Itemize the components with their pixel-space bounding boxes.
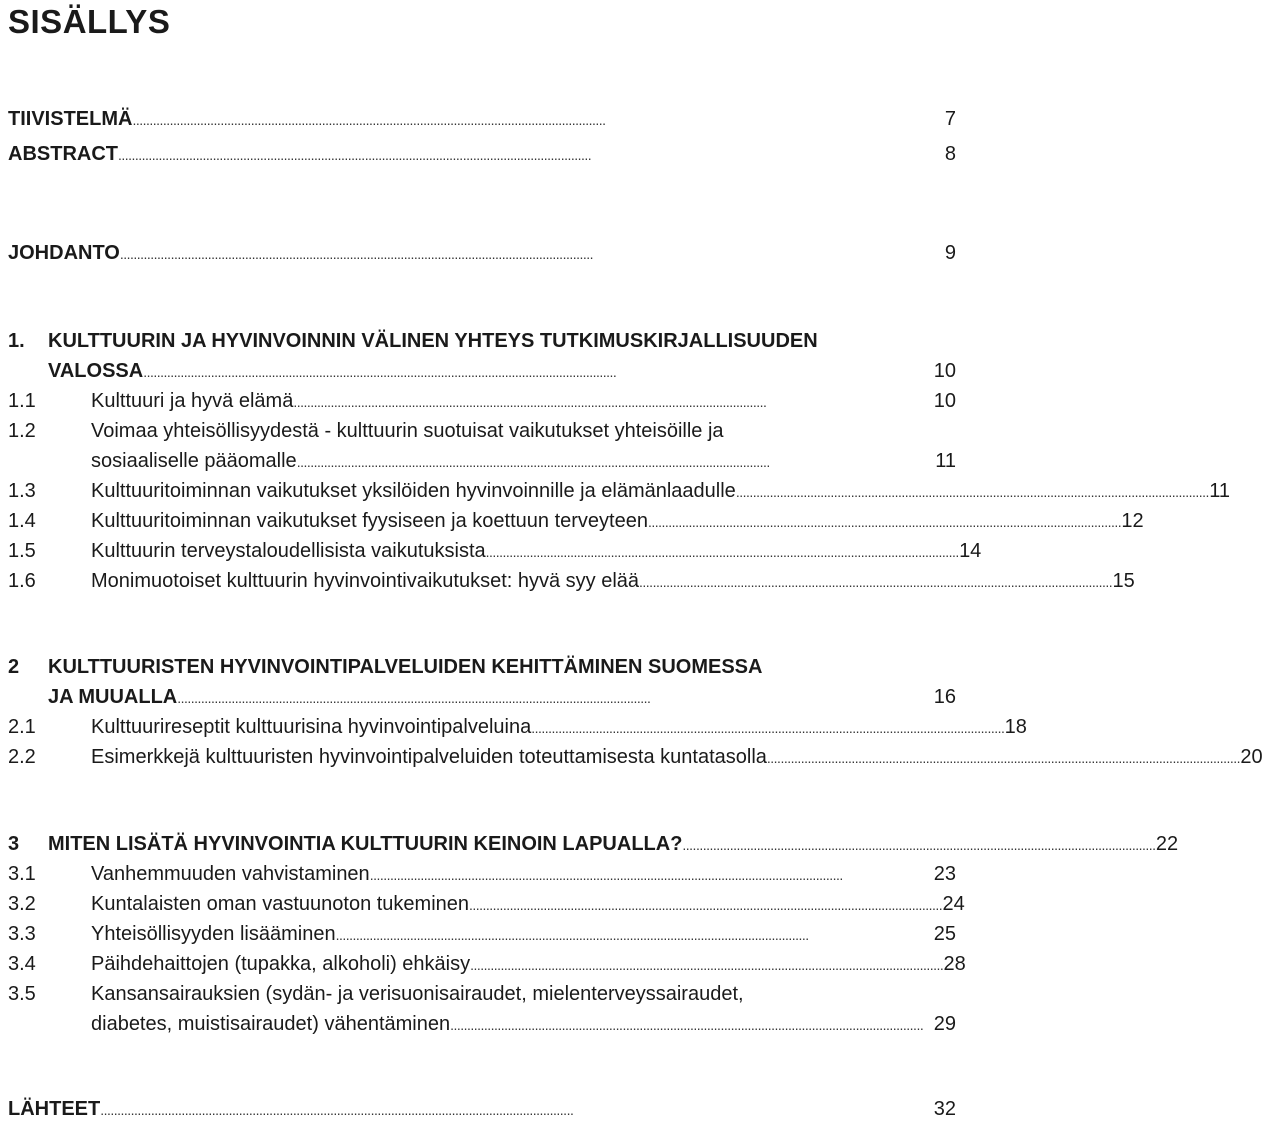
toc-entry-title: VALOSSA: [48, 360, 144, 382]
dot-leader: [767, 743, 1238, 773]
toc-entry-title: Kulttuuritoiminnan vaikutukset yksilöiden hyvinvoinnille ja elämänlaadulle: [91, 480, 736, 502]
toc-entry-title: Yhteisöllisyyden lisääminen: [91, 923, 336, 945]
toc-entry-title: Monimuotoiset kulttuurin hyvinvointivaikutukset: hyvä syy elää: [91, 570, 640, 592]
toc-entry: [8, 139, 956, 169]
toc-entry-title: Kulttuuri ja hyvä elämä: [91, 390, 294, 412]
toc-entry: [8, 476, 1230, 506]
toc-entry-number: 1.3: [8, 480, 36, 502]
toc-entry: [8, 566, 1135, 596]
toc-entry-number: 1.: [8, 330, 25, 352]
toc-entry-title: JOHDANTO: [8, 242, 120, 264]
toc-entry-number: 3.3: [8, 923, 36, 945]
toc-entry-page-number: 16: [933, 686, 956, 708]
dot-leader: [470, 950, 941, 980]
toc-entry: [8, 416, 956, 446]
toc-entry: [8, 1094, 956, 1124]
dot-leader: [450, 1010, 932, 1040]
dot-leader: [143, 357, 932, 387]
toc-entry-title: Vanhemmuuden vahvistaminen: [91, 863, 370, 885]
toc-entry-number: 3.2: [8, 893, 36, 915]
toc-entry: [8, 829, 1179, 859]
toc-entry-title: Kulttuuritoiminnan vaikutukset fyysiseen ja koettuun terveyteen: [91, 510, 648, 532]
toc-entry-page-number: 25: [933, 923, 956, 945]
dot-leader: [293, 387, 931, 417]
toc-entry-page-number: 28: [943, 953, 966, 975]
toc-entry-page-number: 20: [1240, 746, 1263, 768]
toc-entry: [8, 859, 956, 889]
toc-entry-number: 3.4: [8, 953, 36, 975]
toc-entry-page-number: 29: [933, 1013, 956, 1035]
toc-entry-page-number: 11: [935, 450, 956, 472]
toc-entry-number: 2.2: [8, 746, 36, 768]
toc-entry-number: 1.6: [8, 570, 36, 592]
toc-entry: [8, 682, 956, 712]
toc-entry-page-number: 8: [944, 143, 956, 165]
dot-leader: [100, 1095, 932, 1125]
toc-entry-number: 1.1: [8, 390, 36, 412]
dot-leader: [118, 140, 943, 170]
toc-entry-page-number: 9: [944, 242, 956, 264]
toc-entry-page-number: 11: [1209, 480, 1230, 502]
dot-leader: [132, 105, 942, 135]
page-title: SISÄLLYS: [8, 3, 171, 40]
toc-entry: [8, 506, 1144, 536]
dot-leader: [639, 567, 1110, 597]
dot-leader: [177, 683, 932, 713]
dot-leader: [297, 447, 934, 477]
toc-entry-page-number: 24: [942, 893, 965, 915]
toc-entry: [8, 536, 982, 566]
dot-leader: [469, 890, 940, 920]
toc-entry-page-number: 15: [1112, 570, 1135, 592]
toc-entry-page-number: 23: [933, 863, 956, 885]
dot-leader: [486, 537, 957, 567]
toc-entry-number: 1.2: [8, 420, 36, 442]
toc-entry-title: MITEN LISÄTÄ HYVINVOINTIA KULTTUURIN KEINOIN LAPUALLA?: [48, 833, 683, 855]
toc-entry-number: 2.1: [8, 716, 36, 738]
toc-entry: [8, 356, 956, 386]
toc-entry-number: 1.4: [8, 510, 36, 532]
toc-entry-number: 1.5: [8, 540, 36, 562]
toc-entry-page-number: 10: [933, 390, 956, 412]
toc-entry-title: Päihdehaittojen (tupakka, alkoholi) ehkäisy: [91, 953, 471, 975]
dot-leader: [370, 860, 932, 890]
toc-entry-title: JA MUUALLA: [48, 686, 178, 708]
toc-entry-title: Voimaa yhteisöllisyydestä - kulttuurin suotuisat vaikutukset yhteisöille ja: [91, 420, 724, 442]
toc-entry-title: diabetes, muistisairaudet) vähentäminen: [91, 1013, 451, 1035]
toc-entry-title: LÄHTEET: [8, 1098, 101, 1120]
toc-entry-number: 3.5: [8, 983, 36, 1005]
dot-leader: [531, 713, 1002, 743]
toc-entry-title: Kulttuurin terveystaloudellisista vaikutuksista: [91, 540, 486, 562]
dot-leader: [736, 477, 1207, 507]
toc-entry: [8, 446, 956, 476]
toc-entry-number: 3.1: [8, 863, 36, 885]
dot-leader: [648, 507, 1119, 537]
toc-entry-title: KULTTUURIN JA HYVINVOINNIN VÄLINEN YHTEYS TUTKIMUSKIRJALLISUUDEN: [48, 330, 818, 352]
toc-entry: [8, 919, 956, 949]
toc-entry: [8, 949, 966, 979]
dot-leader: [336, 920, 932, 950]
toc-entry-page-number: 32: [933, 1098, 956, 1120]
toc-entry: [8, 742, 1263, 772]
toc-entry: [8, 712, 1027, 742]
toc-entry-title: sosiaaliselle pääomalle: [91, 450, 297, 472]
dot-leader: [120, 239, 943, 269]
toc-entry-title: ABSTRACT: [8, 143, 118, 165]
dot-leader: [682, 830, 1153, 860]
toc-entry-page-number: 22: [1155, 833, 1179, 855]
toc-entry-number: 2: [8, 656, 20, 678]
toc-entry: [8, 652, 956, 682]
toc-entry-title: Kansansairauksien (sydän- ja verisuonisairaudet, mielenterveyssairaudet,: [91, 983, 744, 1005]
toc-entry-title: TIIVISTELMÄ: [8, 108, 133, 130]
toc-entry-page-number: 10: [933, 360, 956, 382]
toc-entry-page-number: 7: [944, 108, 956, 130]
toc-entry: [8, 326, 956, 356]
toc-entry-title: Kuntalaisten oman vastuunoton tukeminen: [91, 893, 470, 915]
toc-entry: [8, 104, 956, 134]
toc-entry: [8, 1009, 956, 1039]
toc-entry-title: KULTTUURISTEN HYVINVOINTIPALVELUIDEN KEHITTÄMINEN SUOMESSA: [48, 656, 763, 678]
toc-entry-title: Kulttuurireseptit kulttuurisina hyvinvointipalveluina: [91, 716, 532, 738]
toc-entry: [8, 238, 956, 268]
toc-entry-page-number: 18: [1004, 716, 1027, 738]
toc-entry: [8, 889, 965, 919]
toc-entry-page-number: 14: [959, 540, 982, 562]
toc-entry-page-number: 12: [1121, 510, 1144, 532]
toc-entry-title: Esimerkkejä kulttuuristen hyvinvointipalveluiden toteuttamisesta kuntatasolla: [91, 746, 767, 768]
toc-entry: [8, 386, 956, 416]
toc-entry: [8, 979, 956, 1009]
toc-entry-number: 3: [8, 833, 20, 855]
